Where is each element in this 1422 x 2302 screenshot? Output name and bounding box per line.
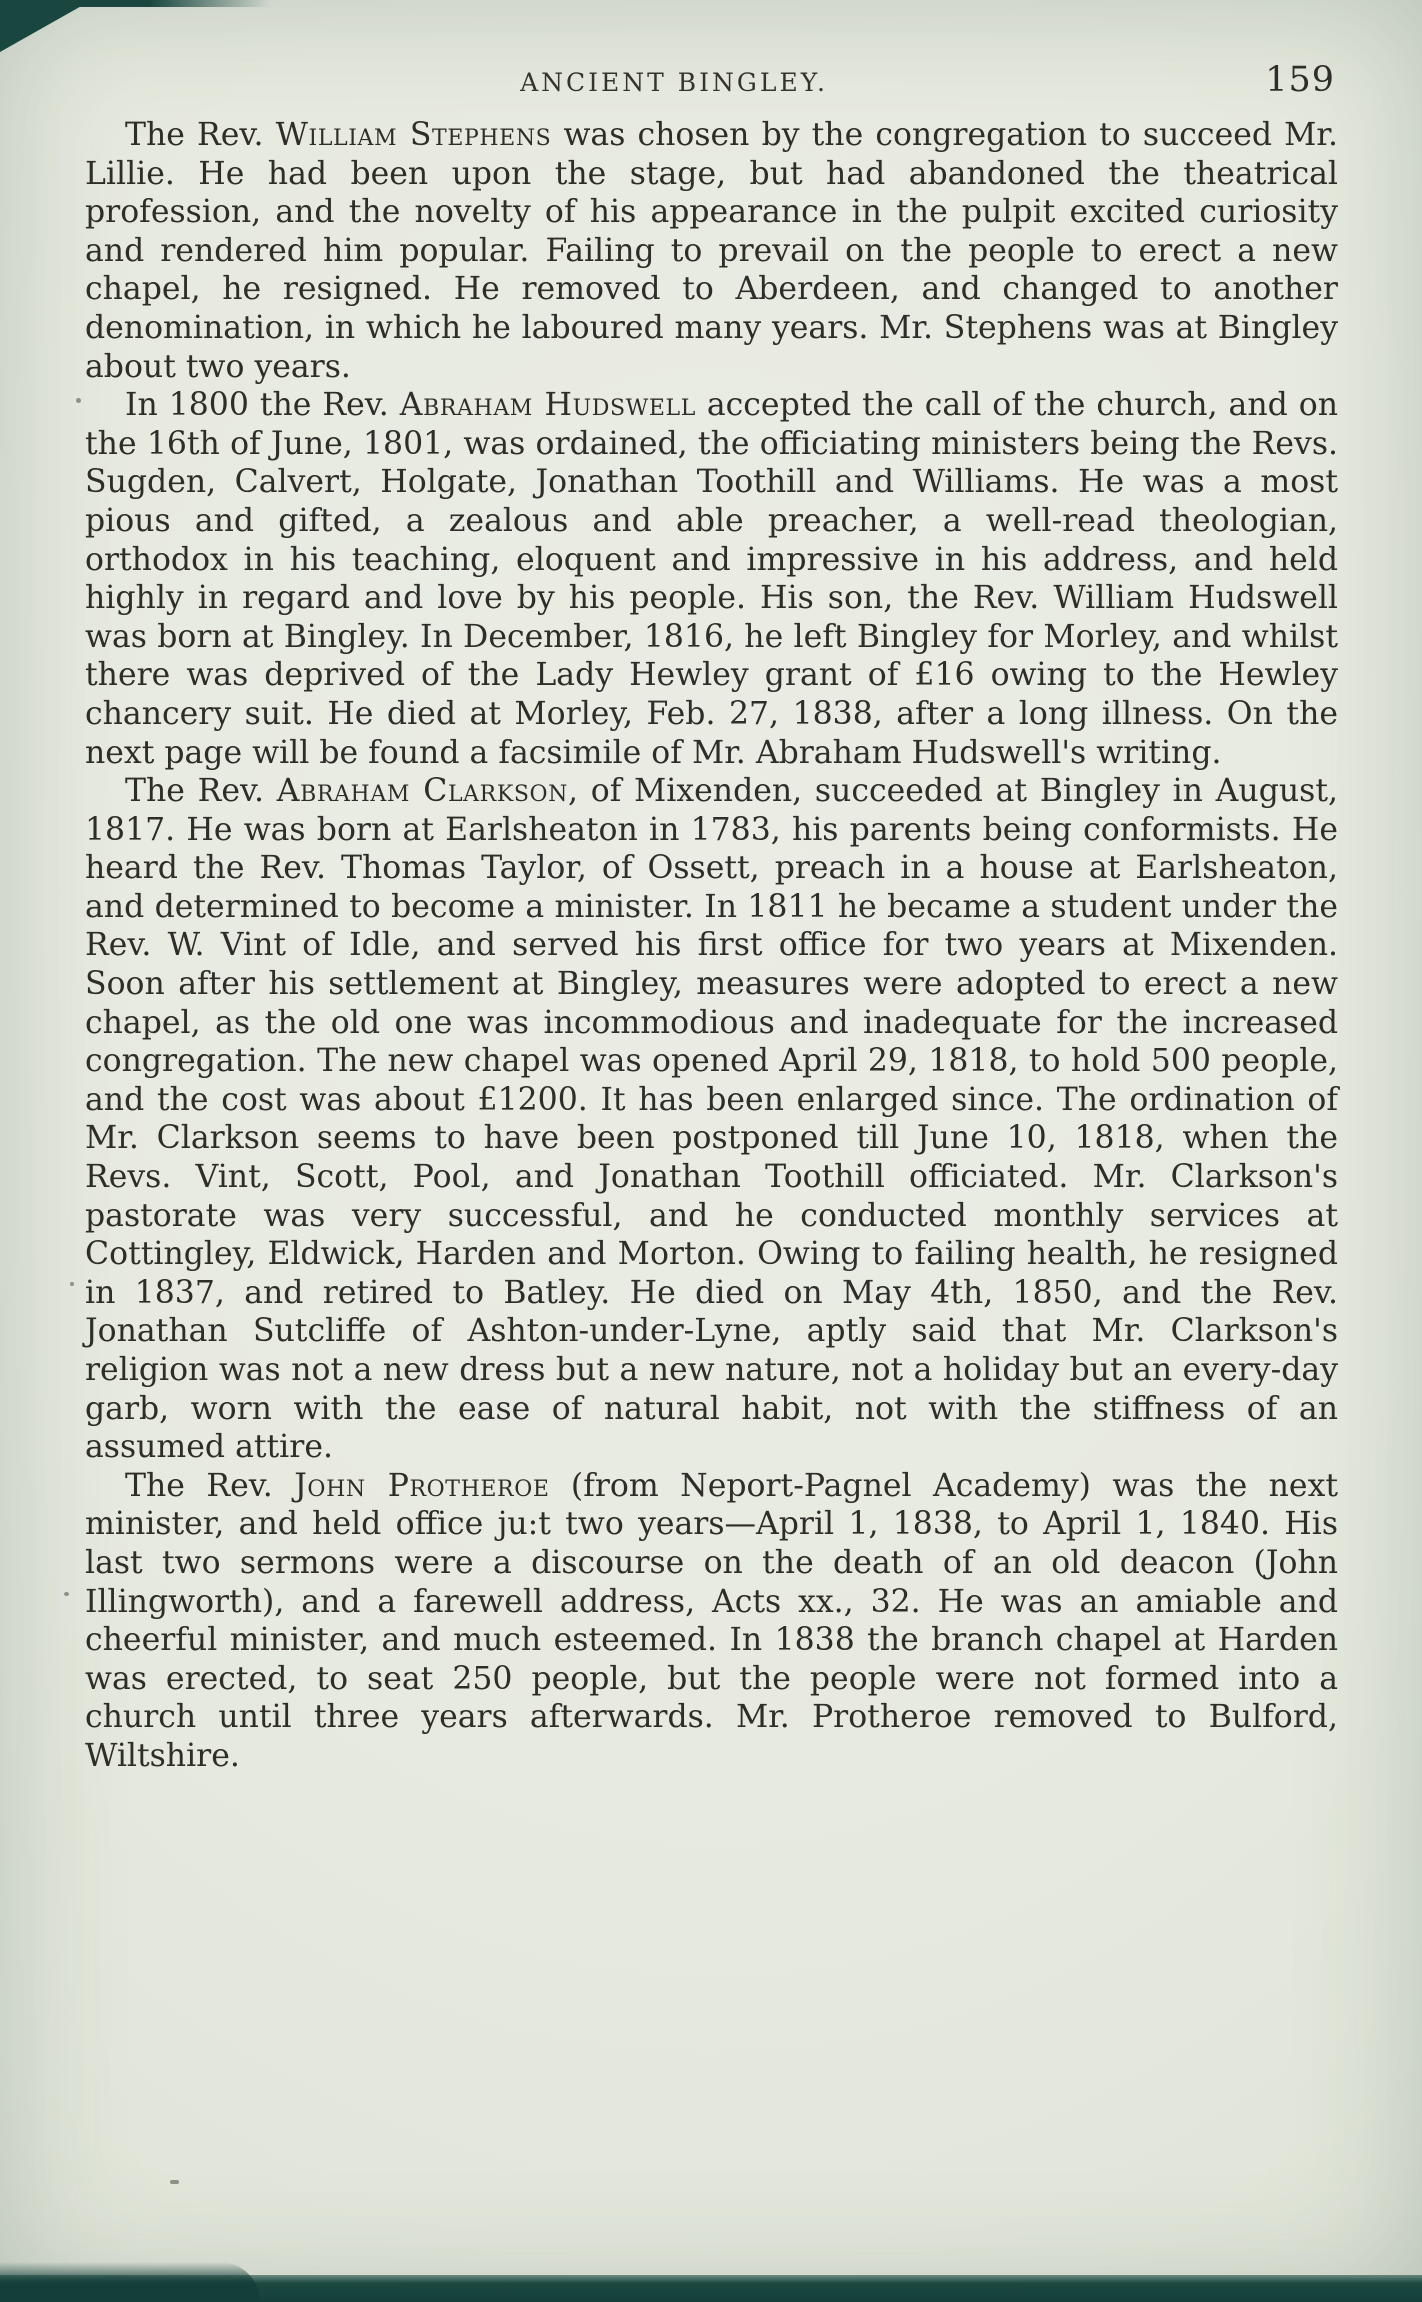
- body-text-segment: In 1800 the Rev.: [125, 387, 400, 424]
- body-text-segment: The Rev.: [125, 117, 276, 153]
- body-text-segment: The Rev.: [125, 773, 277, 810]
- person-name: Abraham Clarkson: [276, 773, 569, 810]
- body-text-segment: accepted the call of the church, and on the 16th of June, 1801, was ordained, the officiating ministers being the Revs. Sugden, Calvert, Holgate, Jonathan Toothill and Williams. He was a most pious and gifted, a zealous and able preacher, a well-read theologian, orthodox in his teaching, eloquent and impressive in his address, and held highly in regard and love by his people. His son, the Rev. William Hudswell was born at Bingley. In December, 1816, he left Bingley for Morley, and whilst there was deprived of the Lady Hewley grant of £16 owing to the Hewley chancery suit. He died at Morley, Feb. 27, 1838, after a long illness. On the next page will be found a facsimile of Mr. Abraham Hudswell's writing.: [85, 387, 1338, 771]
- scan-speck: [76, 398, 81, 403]
- body-text-segment: (from Neport-Pagnel Academy) was the next minister, and held office ju:t two years—April 1, 1838, to April 1, 1840. His last two sermons were a discourse on the death of an old deacon (John Illingworth), and a farewell address, Acts xx., 32. He was an amiable and cheerful minister, and much esteemed. In 1838 the branch chapel at Harden was erected, to seat 250 people, but the people were not formed into a church until three years afterwards. Mr. Protheroe removed to Bulford, Wiltshire.: [85, 1467, 1339, 1774]
- body-text-segment: The Rev.: [125, 1467, 295, 1504]
- paragraph-hudswell: [85, 386, 1338, 772]
- body-text-segment: was chosen by the congregation to succeed Mr. Lillie. He had been upon the stage, but had abandoned the theatrical profession, and the novelty of his appearance in the pulpit excited curiosity and rendered him popular. Failing to prevail on the people to erect a new chapel, he resigned. He removed to Aberdeen, and changed to another denomination, in which he laboured many years. Mr. Stephens was at Bingley about two years.: [85, 117, 1338, 385]
- scan-bottom-left-artifact: [0, 2262, 260, 2302]
- scan-speck: [64, 1592, 69, 1596]
- person-name: William Stephens: [275, 117, 552, 153]
- paragraph-clarkson: [85, 772, 1338, 1467]
- scan-corner-artifact: [0, 0, 92, 52]
- page-header: [85, 60, 1337, 104]
- page-number: 159: [1265, 60, 1335, 100]
- paragraph-stephens: [85, 116, 1338, 386]
- paragraph-protheroe: [85, 1467, 1338, 1776]
- body-text-segment: , of Mixenden, succeeded at Bingley in August, 1817. He was born at Earlsheaton in 1783, his parents being conformists. He heard the Rev. Thomas Taylor, of Ossett, preach in a house at Earlsheaton, and determined to become a minister. In 1811 he became a student under the Rev. W. Vint of Idle, and served his first office for two years at Mixenden. Soon after his settlement at Bingley, measures were adopted to erect a new chapel, as the old one was incommodious and inadequate for the increased congregation. The new chapel was opened April 29, 1818, to hold 500 people, and the cost was about £1200. It has been enlarged since. The ordination of Mr. Clarkson seems to have been postponed till June 10, 1818, when the Revs. Vint, Scott, Pool, and Jonathan Toothill officiated. Mr. Clarkson's pastorate was very successful, and he conducted monthly services at Cottingley, Eldwick, Harden and Morton. Owing to failing health, he resigned in 1837, and retired to Batley. He died on May 4th, 1850, and the Rev. Jonathan Sutcliffe of Ashton-under-Lyne, aptly said that Mr. Clarkson's religion was not a new dress but a new nature, not a holiday but an every-day garb, worn with the ease of natural habit, not with the stiffness of an assumed attire.: [85, 773, 1338, 1466]
- page-body: [85, 116, 1338, 1776]
- scan-speck: [70, 1282, 74, 1286]
- scan-speck: [170, 2180, 179, 2184]
- scan-top-edge-artifact: [0, 0, 270, 7]
- person-name: Abraham Hudswell: [399, 387, 696, 424]
- running-title: ANCIENT BINGLEY.: [520, 68, 828, 97]
- person-name: John Protheroe: [294, 1467, 550, 1504]
